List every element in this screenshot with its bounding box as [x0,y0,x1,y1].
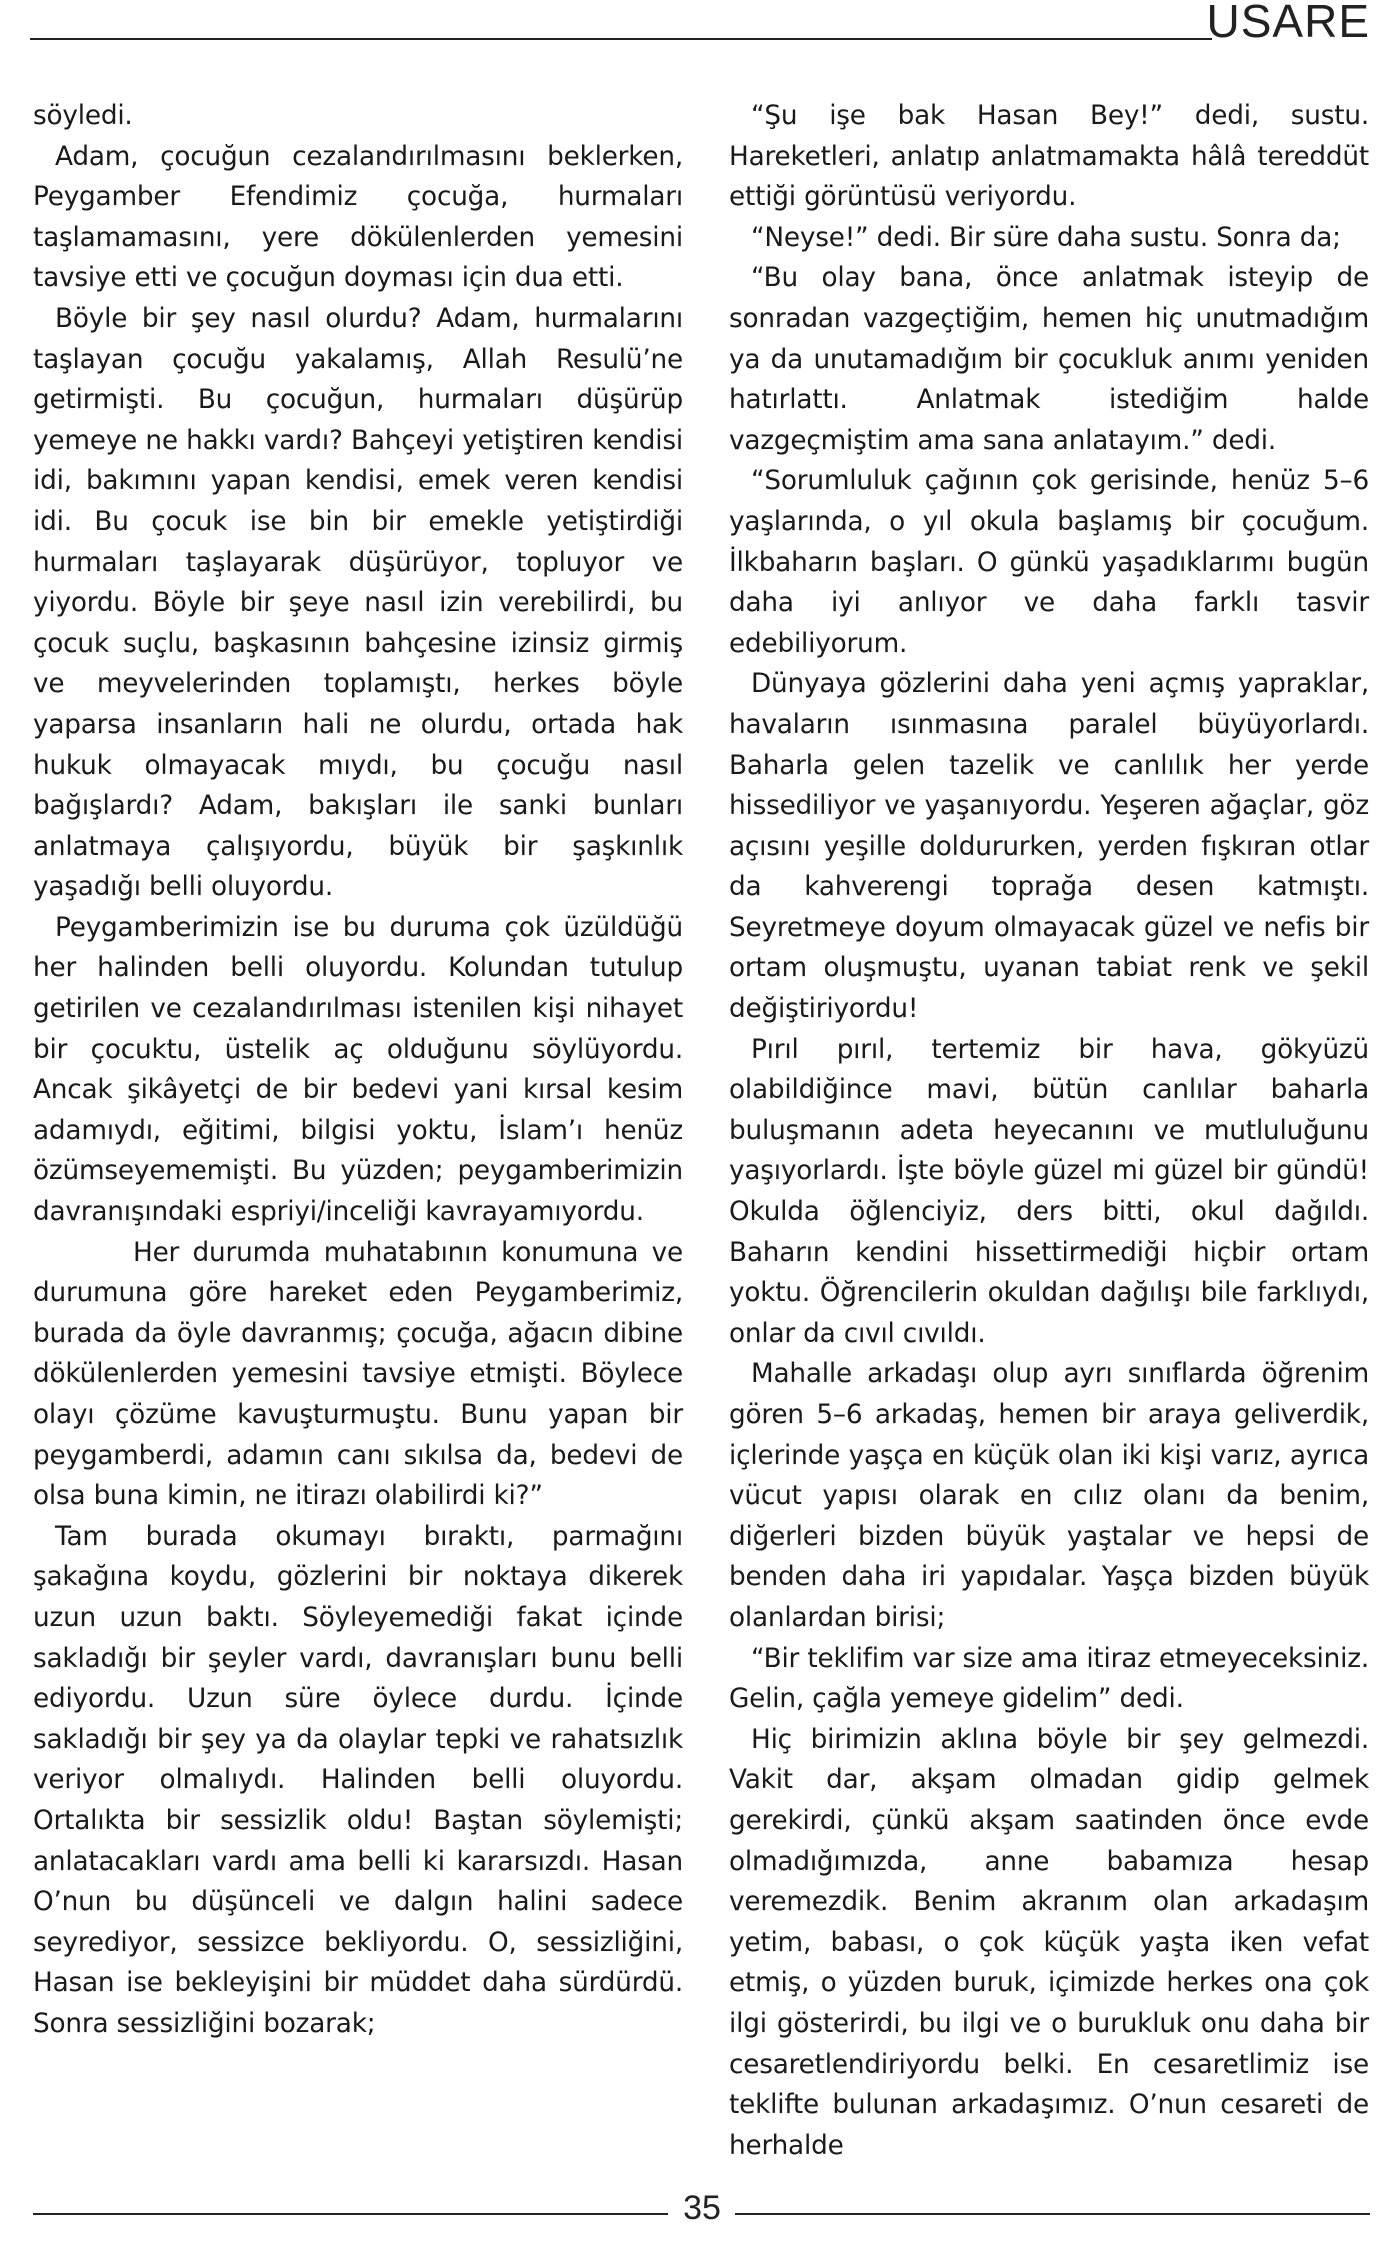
footer-rule-right [735,2213,1370,2215]
left-column [33,96,683,2045]
paragraph: Mahalle arkadaşı olup ayrı sınıflarda öğrenim gören 5–6 arkadaş, hemen bir araya geliverdik, içlerinde yaşça en küçük olan iki kişi varız, ayrıca vücut yapısı olarak en cılız olanı da benim, diğerleri bizden büyük yaştalar ve hepsi de benden daha iri yapıdalar. Yaşça bizden büyük olanlardan birisi; [729,1359,1369,1633]
paragraph: Böyle bir şey nasıl olurdu? Adam, hurmalarını taşlayan çocuğu yakalamış, Allah Resulü’ne getirmişti. Bu çocuğun, hurmaları düşürüp yemeye ne hakkı vardı? Bahçeyi yetiştiren kendisi idi, bakımını yapan kendisi, emek veren kendisi idi. Bu çocuk ise bin bir emekle yetiştirdiği hurmaları taşlayarak düşürüyor, topluyor ve yiyordu. Böyle bir şeye nasıl izin verebilirdi, bu çocuk suçlu, başkasının bahçesine izinsiz girmiş ve meyvelerinden toplamıştı, herkes böyle yaparsa insanların hali ne olurdu, ortada hak hukuk olmayacak mıydı, bu çocuğu nasıl bağışlardı? Adam, bakışları ile sanki bunları anlatmaya çalışıyordu, büyük bir şaşkınlık yaşadığı belli oluyordu. [33,303,683,903]
paragraph: Tam burada okumayı bıraktı, parmağını şakağına koydu, gözlerini bir noktaya dikerek uzun uzun baktı. Söyleyemediği fakat içinde sakladığı bir şeyler vardı, davranışları bunu belli ediyordu. Uzun süre öylece durdu. İçinde sakladığı bir şey ya da olaylar tepki ve rahatsızlık veriyor olmalıydı. Halinden belli oluyordu. Ortalıkta bir sessizlik oldu! Baştan söylemişti; anlatacakları vardı ama belli ki kararsızdı. Hasan O’nun bu düşünceli ve dalgın halini sadece seyrediyor, sessizce bekliyordu. O, sessizliğini, Hasan ise bekleyişini bir müddet daha sürdürdü. Sonra sessizliğini bozarak; [33,1521,683,2039]
paragraph: Adam, çocuğun cezalandırılmasını beklerken, Peygamber Efendimiz çocuğa, hurmaları taşlamamasını, yere dökülenlerden yemesini tavsiye etti ve çocuğun doyması için dua etti. [33,141,683,294]
right-column [729,96,1369,2166]
header-rule [30,38,1212,40]
paragraph: “Neyse!” dedi. Bir süre daha sustu. Sonra da; [751,222,1341,253]
paragraph: Her durumda muhatabının konumuna ve durumuna göre hareket eden Peygamberimiz, burada da öyle davranmış; çocuğa, ağacın dibine dökülenlerden yemesini tavsiye etmişti. Böylece olayı çözüme kavuşturmuştu. Bunu yapan bir peygamberdi, adamın canı sıkılsa da, bedevi de olsa buna kimin, ne itirazı olabilirdi ki?” [33,1237,683,1512]
paragraph: “Bir teklifim var size ama itiraz etmeyeceksiniz. Gelin, çağla yemeye gidelim” dedi. [729,1643,1369,1715]
paragraph: Peygamberimizin ise bu duruma çok üzüldüğü her halinden belli oluyordu. Kolundan tutulup getirilen ve cezalandırılması istenilen kişi nihayet bir çocuktu, üstelik aç olduğunu söylüyordu. Ancak şikâyetçi de bir bedevi yani kırsal kesim adamıydı, eğitimi, bilgisi yoktu, İslam’ı henüz özümseyememişti. Bu yüzden; peygamberimizin davranışındaki espriyi/inceliği kavrayamıyordu. [33,912,683,1228]
footer-rule-left [33,2213,668,2215]
paragraph: Dünyaya gözlerini daha yeni açmış yapraklar, havaların ısınmasına paralel büyüyorlardı. Baharla gelen tazelik ve canlılık her yerde hissediliyor ve yaşanıyordu. Yeşeren ağaçlar, göz açısını yeşille doldururken, yerden fışkıran otlar da kahverengi toprağa desen katmıştı. Seyretmeye doyum olmayacak güzel ve nefis bir ortam oluşmuştu, uyanan tabiat renk ve şekil değiştiriyordu! [729,669,1369,1025]
paragraph: söyledi. [33,101,133,131]
page-number: 35 [683,2189,721,2227]
paragraph: “Bu olay bana, önce anlatmak isteyip de sonradan vazgeçtiğim, hemen hiç unutmadığım ya da unutamadığım bir çocukluk anımı yeniden hatırlattı. Anlatmak istediğim halde vazgeçmiştim ama sana anlatayım.” dedi. [729,263,1369,456]
paragraph: Pırıl pırıl, tertemiz bir hava, gökyüzü olabildiğince mavi, bütün canlılar baharla buluşmanın adeta heyecanını ve mutluluğunu yaşıyorlardı. İşte böyle güzel mi güzel bir gündü! Okulda öğlenciyiz, ders bitti, okul dağıldı. Baharın kendini hissettirmediği hiçbir ortam yoktu. Öğrencilerin okuldan dağılışı bile farklıydı, onlar da cıvıl cıvıldı. [729,1034,1369,1349]
paragraph: “Şu işe bak Hasan Bey!” dedi, sustu. Hareketleri, anlatıp anlatmamakta hâlâ tereddüt ettiği görüntüsü veriyordu. [729,101,1369,213]
paragraph: Hiç birimizin aklına böyle bir şey gelmezdi. Vakit dar, akşam olmadan gidip gelmek gerekirdi, çünkü akşam saatinden önce evde olmadığımızda, anne babamıza hesap veremezdik. Benim akranım olan arkadaşım yetim, babası, o çok küçük yaşta iken vefat etmiş, o yüzden buruk, içimizde herkes ona çok ilgi gösterirdi, bu ilgi ve o burukluk onu daha bir cesaretlendiriyordu belki. En cesaretlimiz ise teklifte bulunan arkadaşımız. O’nun cesareti de herhalde [729,1724,1369,2161]
paragraph: “Sorumluluk çağının çok gerisinde, henüz 5–6 yaşlarında, o yıl okula başlamış bir çocuğum. İlkbaharın başları. O günkü yaşadıklarımı bugün daha iyi anlıyor ve daha farklı tasvir edebiliyorum. [729,466,1369,659]
magazine-name: USARE [1206,0,1370,47]
